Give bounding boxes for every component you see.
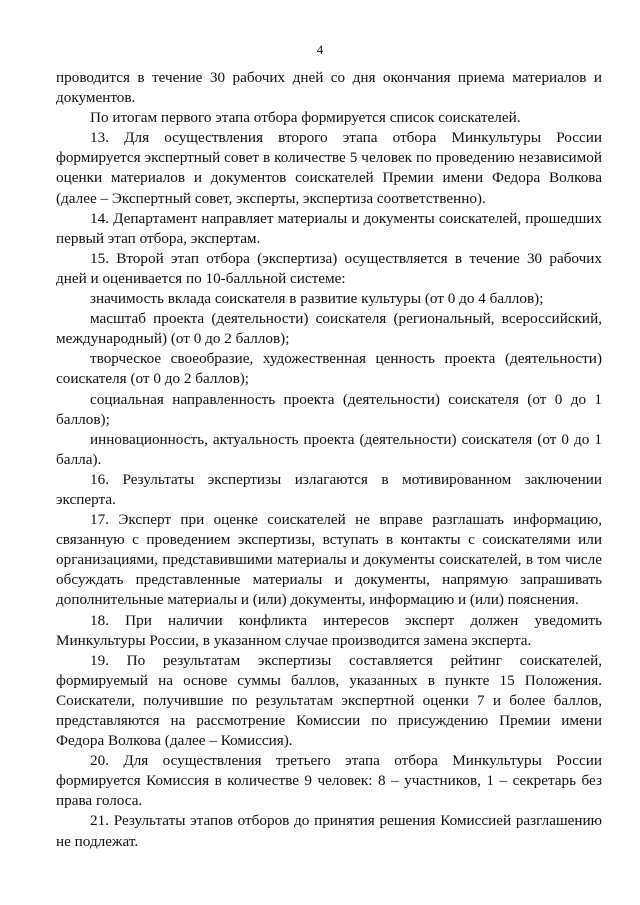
paragraph-14: 14. Департамент направляет материалы и документы соискателей, прошедших первый этап отбора, экспертам.: [56, 209, 602, 247]
paragraph-first-stage-result: По итогам первого этапа отбора формируется список соискателей.: [90, 109, 521, 127]
page-number: 4: [316, 42, 324, 57]
criterion-originality: творческое своеобразие, художественная ценность проекта (деятельности) соискателя (от 0 до 2 баллов);: [56, 350, 602, 388]
paragraph-17: 17. Эксперт при оценке соискателей не вправе разглашать информацию, связанную с проведением экспертизы, вступать в контакты с соискателями или организациями, представившими материалы и документы соискателей, в том числе обсуждать представленные материалы и документы, напрямую запрашивать дополнительные материалы и (или) документы, информацию и (или) пояснения.: [56, 511, 602, 609]
criterion-significance: значимость вклада соискателя в развитие культуры (от 0 до 4 баллов);: [90, 290, 544, 308]
paragraph-continuation: проводится в течение 30 рабочих дней со дня окончания приема материалов и документов.: [56, 69, 602, 107]
paragraph-15: 15. Второй этап отбора (экспертиза) осуществляется в течение 30 рабочих дней и оценивается по 10-балльной системе:: [56, 249, 602, 287]
criterion-innovation: инновационность, актуальность проекта (деятельности) соискателя (от 0 до 1 балла).: [56, 430, 602, 468]
criterion-social: социальная направленность проекта (деятельности) соискателя (от 0 до 1 баллов);: [56, 390, 602, 428]
paragraph-21: 21. Результаты этапов отборов до принятия решения Комиссией разглашению не подлежат.: [56, 812, 602, 850]
document-body: [56, 68, 602, 852]
paragraph-19: 19. По результатам экспертизы составляется рейтинг соискателей, формируемый на основе суммы баллов, указанных в пункте 15 Положения. Соискатели, получившие по результатам экспертной оценки 7 и более баллов, представляются на рассмотрение Комиссии по присуждению Премии имени Федора Волкова (далее – Комиссия).: [56, 651, 602, 750]
paragraph-18: 18. При наличии конфликта интересов эксперт должен уведомить Минкультуры России, в указанном случае производится замена эксперта.: [56, 611, 602, 649]
paragraph-20: 20. Для осуществления третьего этапа отбора Минкультуры России формируется Комиссия в количестве 9 человек: 8 – участников, 1 – секретарь без права голоса.: [56, 752, 602, 810]
paragraph-16: 16. Результаты экспертизы излагаются в мотивированном заключении эксперта.: [56, 470, 602, 508]
paragraph-13: 13. Для осуществления второго этапа отбора Минкультуры России формируется экспертный совет в количестве 5 человек по проведению независимой оценки материалов и документов соискателей Премии имени Федора Волкова (далее – Экспертный совет, эксперты, экспертиза соответственно).: [56, 129, 602, 207]
criterion-scale: масштаб проекта (деятельности) соискателя (региональный, всероссийский, международный) (от 0 до 2 баллов);: [56, 310, 602, 348]
